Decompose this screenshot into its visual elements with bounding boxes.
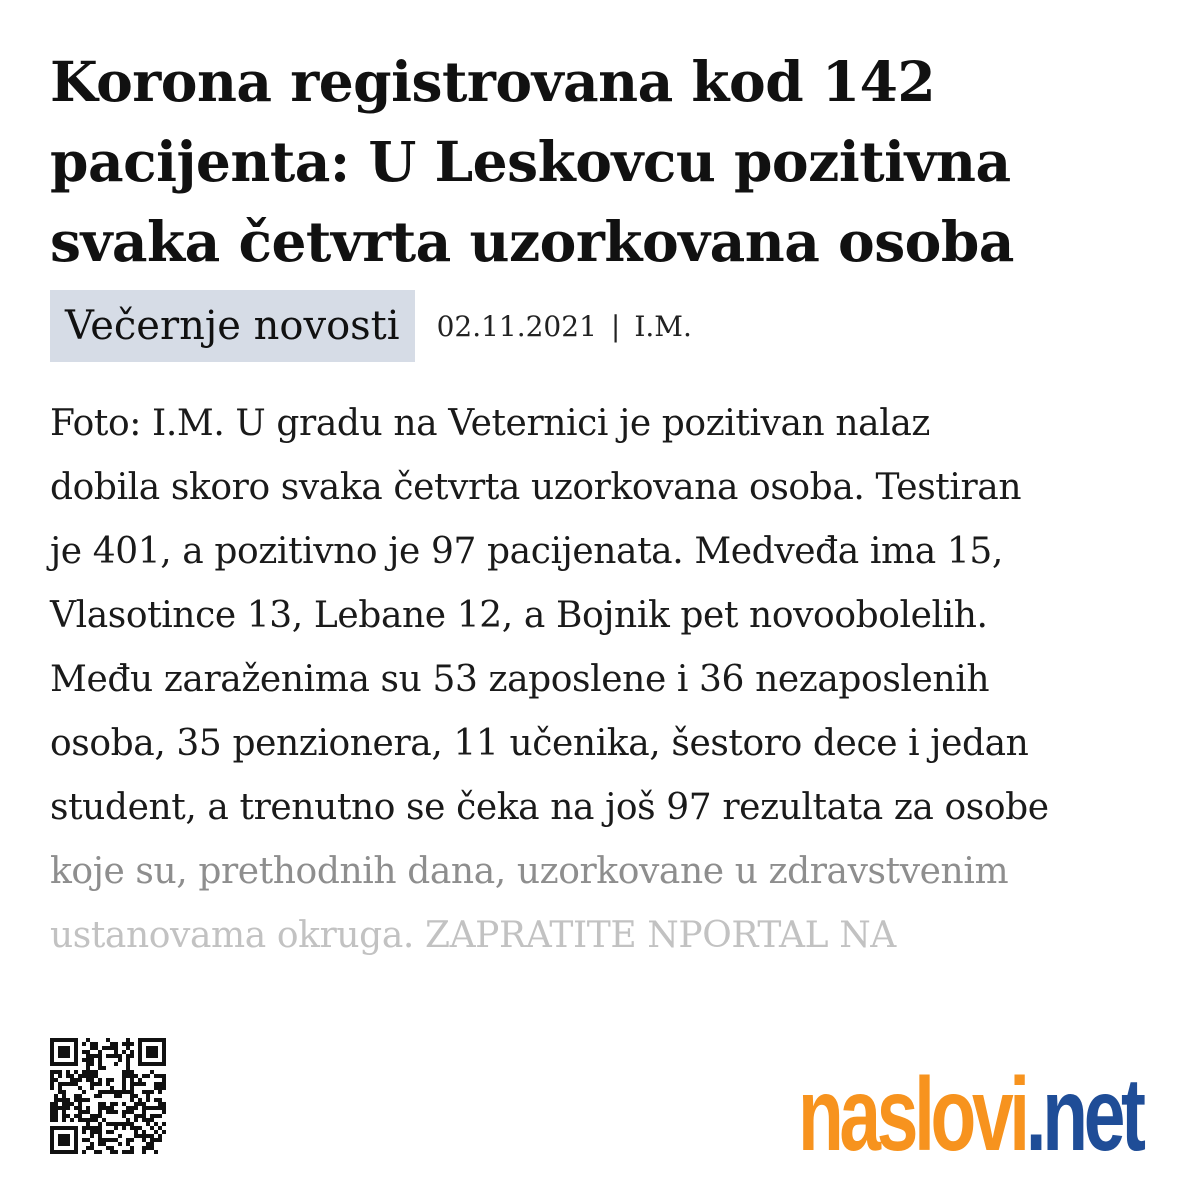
body-line: Foto: I.M. U gradu na Veternici je pozitivan nalaz (50, 403, 930, 444)
naslovi-logo[interactable] (798, 1057, 1142, 1173)
logo-part-net: .net (1025, 1057, 1142, 1173)
logo-part-naslovi: naslovi (798, 1057, 1026, 1173)
article-author: I.M. (634, 310, 692, 343)
body-line: Vlasotince 13, Lebane 12, a Bojnik pet novoobolelih. (50, 595, 988, 636)
body-line-faded: koje su, prethodnih dana, uzorkovane u zdravstvenim (50, 851, 1009, 892)
article-body (50, 392, 1160, 968)
body-line: student, a trenutno se čeka na još 97 rezultata za osobe (50, 787, 1049, 828)
body-line: dobila skoro svaka četvrta uzorkovana osoba. Testiran (50, 467, 1022, 508)
source-badge[interactable]: Večernje novosti (50, 290, 415, 362)
body-line: osoba, 35 penzionera, 11 učenika, šestoro dece i jedan (50, 723, 1029, 764)
meta-info (437, 310, 692, 343)
body-line: Među zaraženima su 53 zaposlene i 36 nezaposlenih (50, 659, 990, 700)
article-title: Korona registrovana kod 142 pacijenta: U Leskovcu pozitivna svaka četvrta uzorkovana osoba (50, 49, 1014, 274)
body-line: je 401, a pozitivno je 97 pacijenata. Medveđa ima 15, (50, 531, 1003, 572)
meta-separator: | (610, 310, 621, 343)
article-meta (50, 290, 692, 362)
article-date: 02.11.2021 (436, 310, 597, 343)
qr-code-icon[interactable] (50, 1038, 166, 1154)
body-line-faded: ustanovama okruga. ZAPRATITE NPORTAL NA (50, 915, 896, 956)
